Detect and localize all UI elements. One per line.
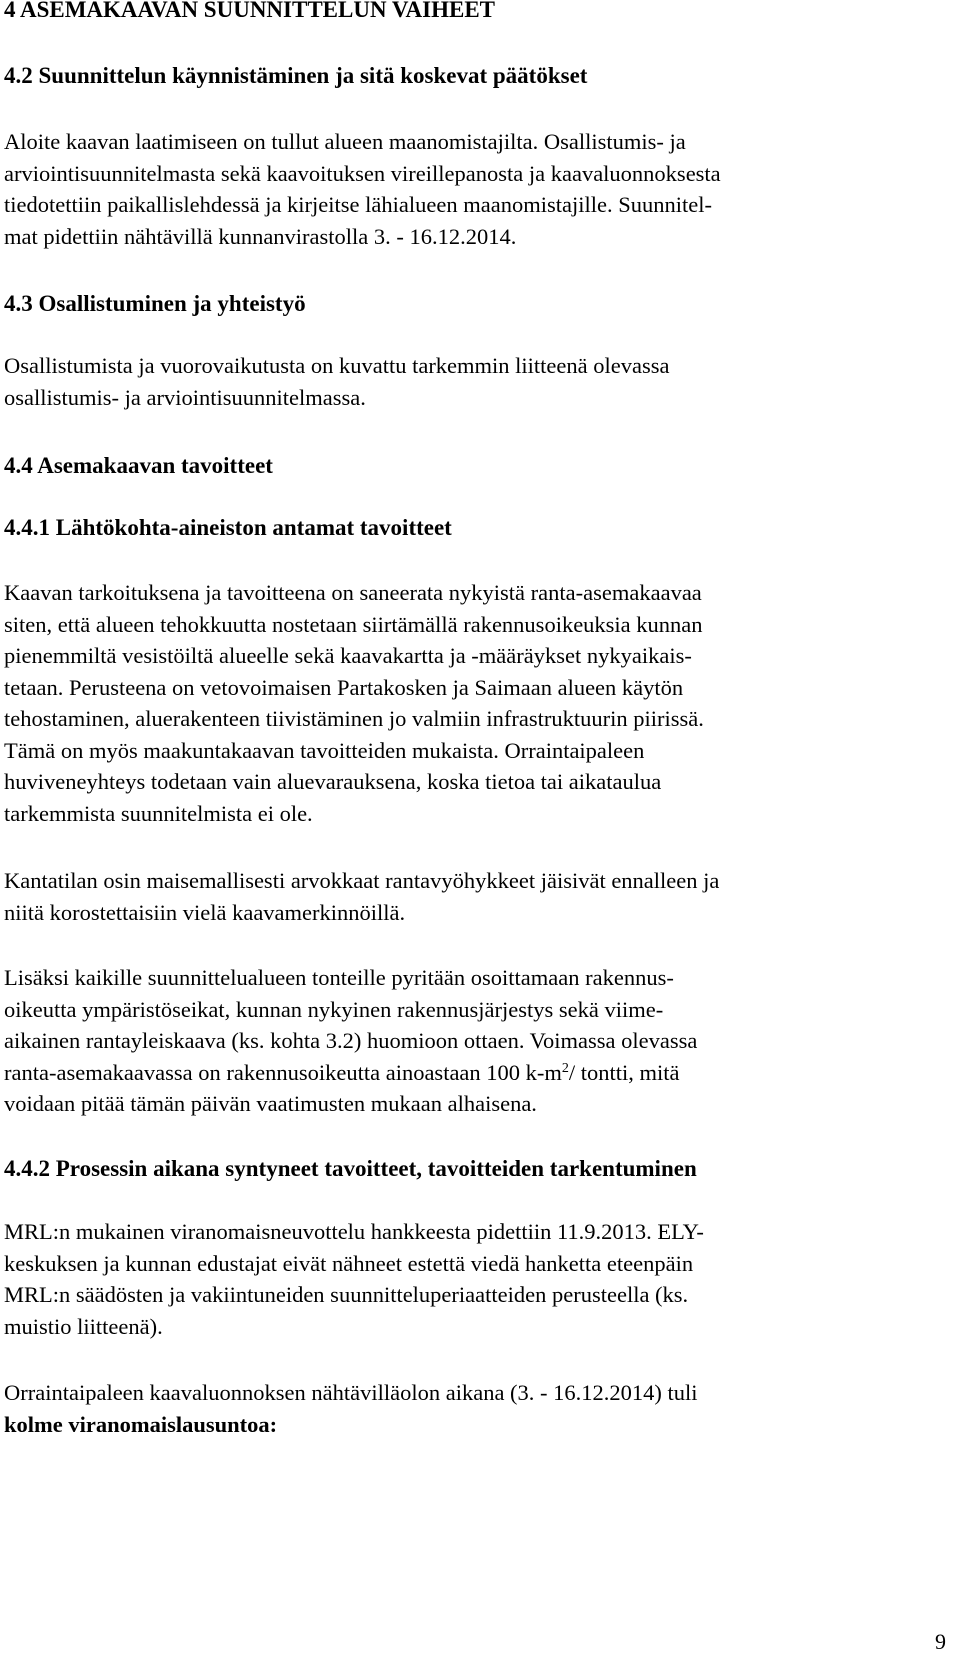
paragraph-4-4-2-a: [4, 1216, 944, 1342]
section-heading-4-4: 4.4 Asemakaavan tavoitteet: [4, 453, 273, 478]
text-segment: / tontti, mitä: [568, 1059, 680, 1085]
text-line: pienemmiltä vesistöiltä alueelle sekä kaavakartta ja -määräykset nykyaikais-: [4, 643, 692, 668]
text-line: arviointisuunnitelmasta sekä kaavoituksen vireillepanosta ja kaavaluonnoksesta: [4, 160, 721, 186]
text-line: siten, että alueen tehokkuutta nostetaan siirtämällä rakennusoikeuksia kunnan: [4, 611, 703, 637]
text-line: Tämä on myös maakuntakaavan tavoitteiden mukaista. Orraintaipaleen: [4, 737, 645, 763]
text-line: tiedotettiin paikallislehdessä ja kirjeitse lähialueen maanomistajille. Suunnitel-: [4, 192, 712, 217]
text-line: Kaavan tarkoituksena ja tavoitteena on saneerata nykyistä ranta-asemakaavaa: [4, 580, 702, 605]
paragraph-4-3: [4, 350, 944, 413]
section-heading-4-3: 4.3 Osallistuminen ja yhteistyö: [4, 291, 306, 316]
section-heading-4-4-1: 4.4.1 Lähtökohta-aineiston antamat tavoitteet: [4, 515, 452, 540]
text-line: muistio liitteenä).: [4, 1313, 163, 1339]
text-line: tehostaminen, aluerakenteen tiivistäminen jo valmiin infrastruktuurin piirissä.: [4, 706, 704, 731]
text-line: Kantatilan osin maisemallisesti arvokkaat rantavyöhykkeet jäisivät ennalleen ja: [4, 868, 720, 893]
text-line: Lisäksi kaikille suunnittelualueen tonteille pyritään osoittamaan rakennus-: [4, 965, 674, 990]
text-line: oikeutta ympäristöseikat, kunnan nykyinen rakennusjärjestys sekä viime-: [4, 996, 664, 1022]
chapter-heading: 4 ASEMAKAAVAN SUUNNITTELUN VAIHEET: [4, 0, 496, 22]
page-number: 9: [935, 1629, 946, 1654]
text-line: Orraintaipaleen kaavaluonnoksen nähtävilläolon aikana (3. - 16.12.2014) tuli: [4, 1380, 698, 1405]
text-line: voidaan pitää tämän päivän vaatimusten mukaan alhaisena.: [4, 1091, 537, 1116]
text-line: MRL:n säädösten ja vakiintuneiden suunnitteluperiaatteiden perusteella (ks.: [4, 1282, 689, 1307]
paragraph-4-4-1-a: [4, 577, 944, 829]
text-segment: ranta-asemakaavassa on rakennusoikeutta ainoastaan 100 k-m: [4, 1059, 562, 1085]
text-line: [4, 1057, 944, 1089]
paragraph-4-2: [4, 126, 944, 252]
text-line: huviveneyhteys todetaan vain aluevarauksena, koska tietoa tai aikataulua: [4, 769, 662, 794]
text-line: mat pidettiin nähtävillä kunnanvirastolla 3. - 16.12.2014.: [4, 223, 517, 249]
text-line: niitä korostettaisiin vielä kaavamerkinnöillä.: [4, 899, 406, 925]
text-line-bold: kolme viranomaislausuntoa:: [4, 1411, 278, 1437]
text-line: MRL:n mukainen viranomaisneuvottelu hankkeesta pidettiin 11.9.2013. ELY-: [4, 1219, 704, 1244]
section-heading-4-2: 4.2 Suunnittelun käynnistäminen ja sitä koskevat päätökset: [4, 63, 588, 88]
paragraph-4-4-2-b: [4, 1377, 944, 1440]
text-line: Aloite kaavan laatimiseen on tullut alueen maanomistajilta. Osallistumis- ja: [4, 129, 686, 154]
superscript: 2: [561, 1060, 569, 1076]
paragraph-4-4-1-c: [4, 962, 944, 1120]
text-line: tetaan. Perusteena on vetovoimaisen Partakosken ja Saimaan alueen käytön: [4, 674, 684, 700]
paragraph-4-4-1-b: [4, 865, 944, 928]
text-line: aikainen rantayleiskaava (ks. kohta 3.2) huomioon ottaen. Voimassa olevassa: [4, 1028, 698, 1053]
text-line: tarkemmista suunnitelmista ei ole.: [4, 800, 313, 826]
section-heading-4-4-2: 4.4.2 Prosessin aikana syntyneet tavoitteet, tavoitteiden tarkentuminen: [4, 1156, 697, 1181]
text-line: Osallistumista ja vuorovaikutusta on kuvattu tarkemmin liitteenä olevassa: [4, 353, 670, 378]
text-line: keskuksen ja kunnan edustajat eivät nähneet estettä viedä hanketta eteenpäin: [4, 1250, 694, 1276]
text-line: osallistumis- ja arviointisuunnitelmassa.: [4, 384, 366, 410]
